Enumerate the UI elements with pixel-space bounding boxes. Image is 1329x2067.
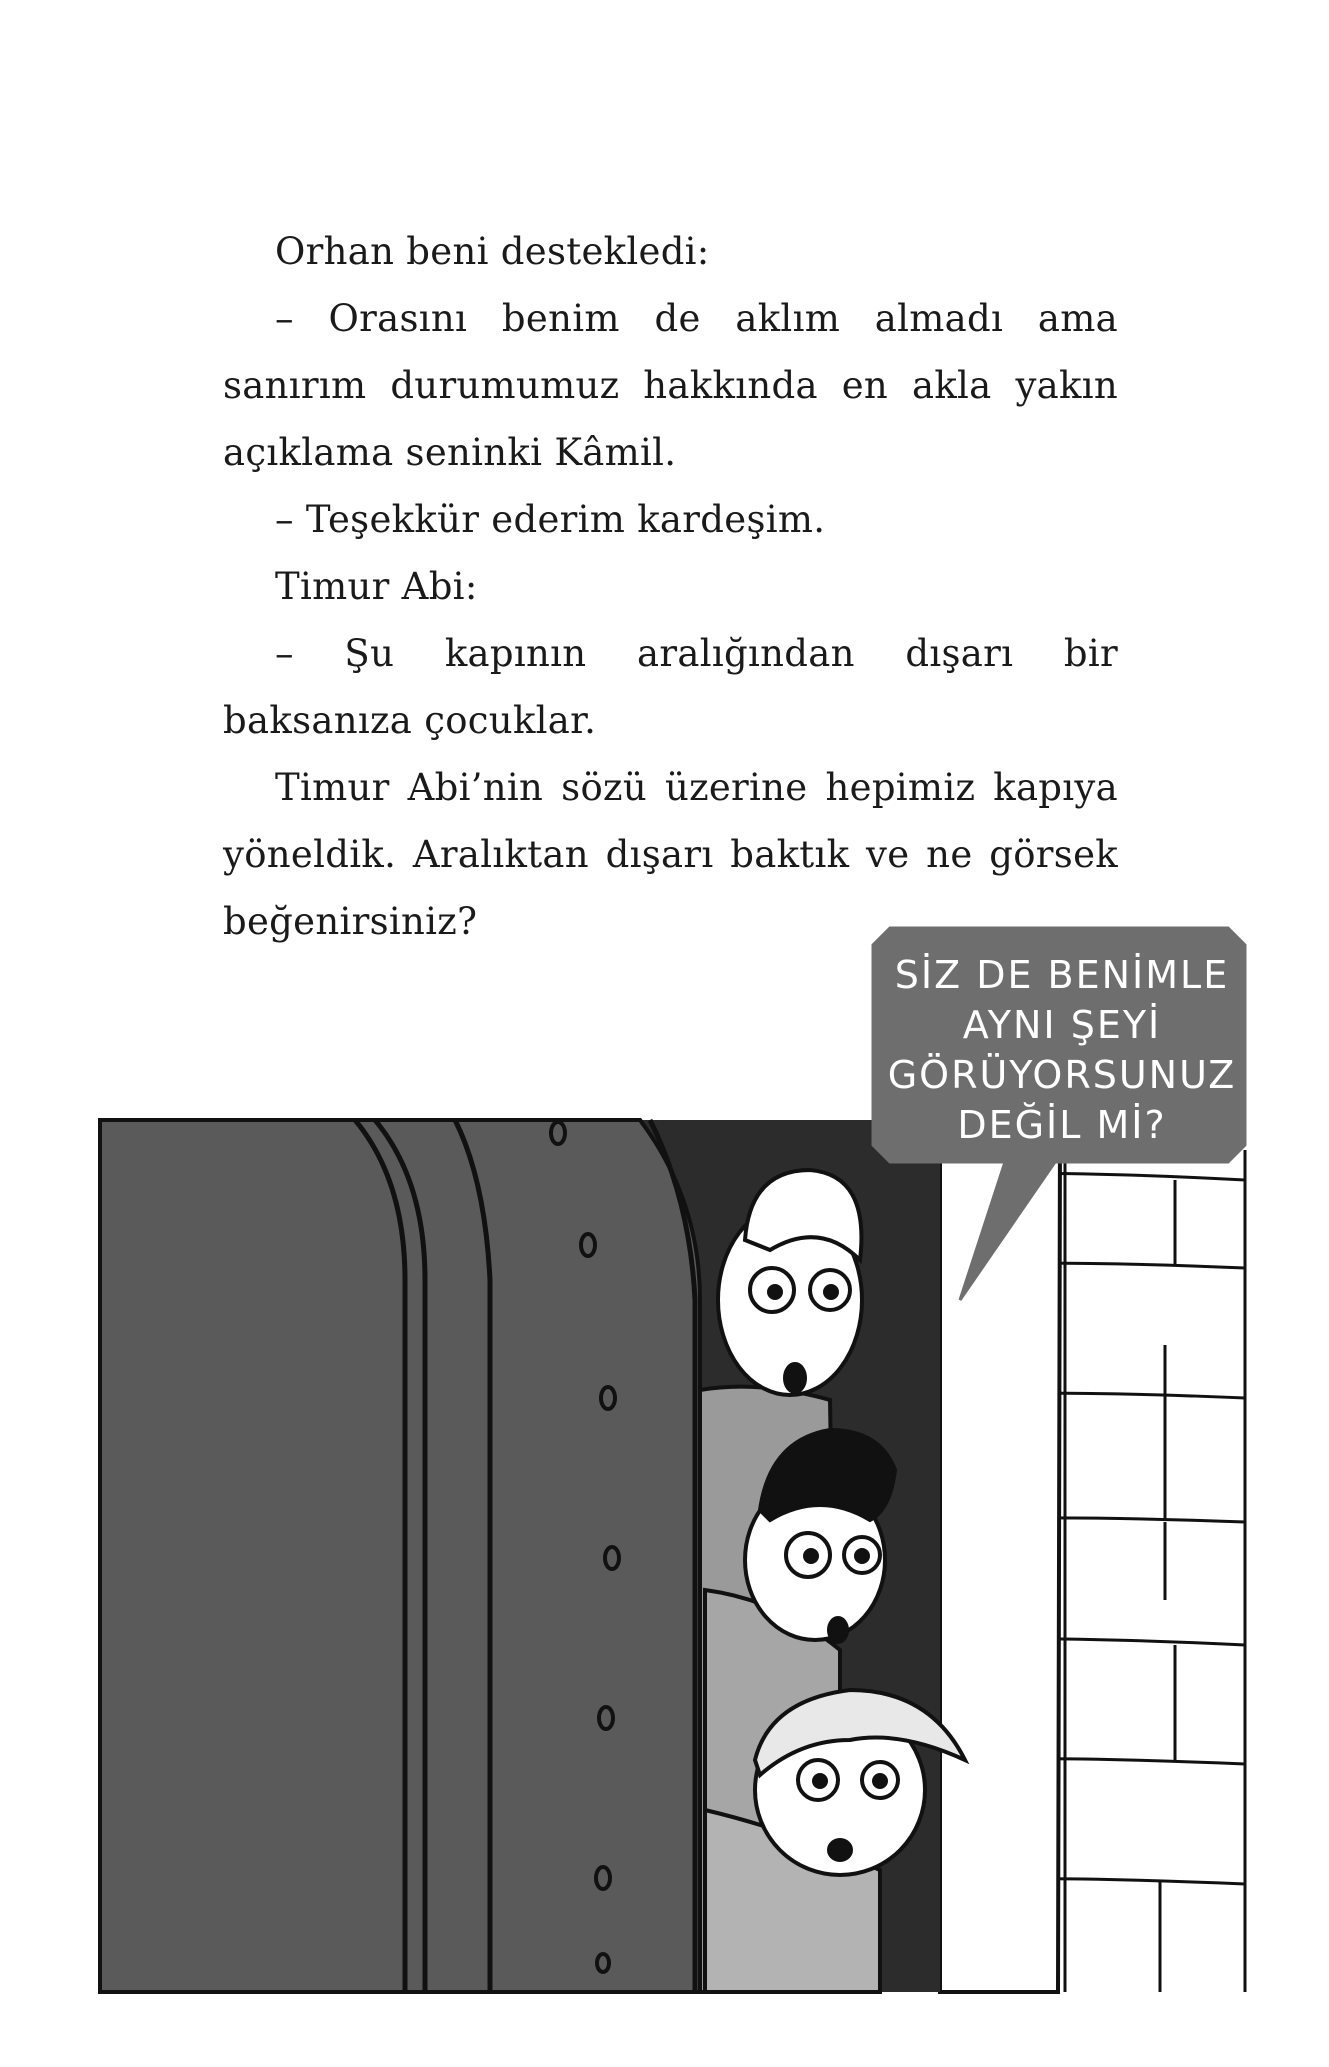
door <box>100 1120 700 1992</box>
paragraph: – Şu kapının aralığından dışarı bir baksanıza çocuklar. <box>223 632 1118 742</box>
bubble-line: AYNI ŞEYİ <box>962 1003 1162 1047</box>
speech-bubble-text <box>876 950 1248 1150</box>
paragraph: Timur Abi: <box>275 565 478 608</box>
bubble-line: SİZ DE BENİMLE <box>894 953 1230 997</box>
paragraph: Timur Abi’nin sözü üzerine hepimiz kapıya yöneldik. Aralıktan dışarı baktık ve ne görsek beğenirsiniz? <box>223 766 1118 943</box>
bubble-line: DEĞİL Mİ? <box>957 1103 1167 1147</box>
bubble-line: GÖRÜYORSUNUZ <box>887 1053 1237 1097</box>
paragraph: – Orasını benim de aklım almadı ama sanırım durumumuz hakkında en akla yakın açıklama seninki Kâmil. <box>223 297 1118 474</box>
paragraph: – Teşekkür ederim kardeşim. <box>275 498 826 541</box>
paragraph: Orhan beni destekledi: <box>275 230 710 273</box>
